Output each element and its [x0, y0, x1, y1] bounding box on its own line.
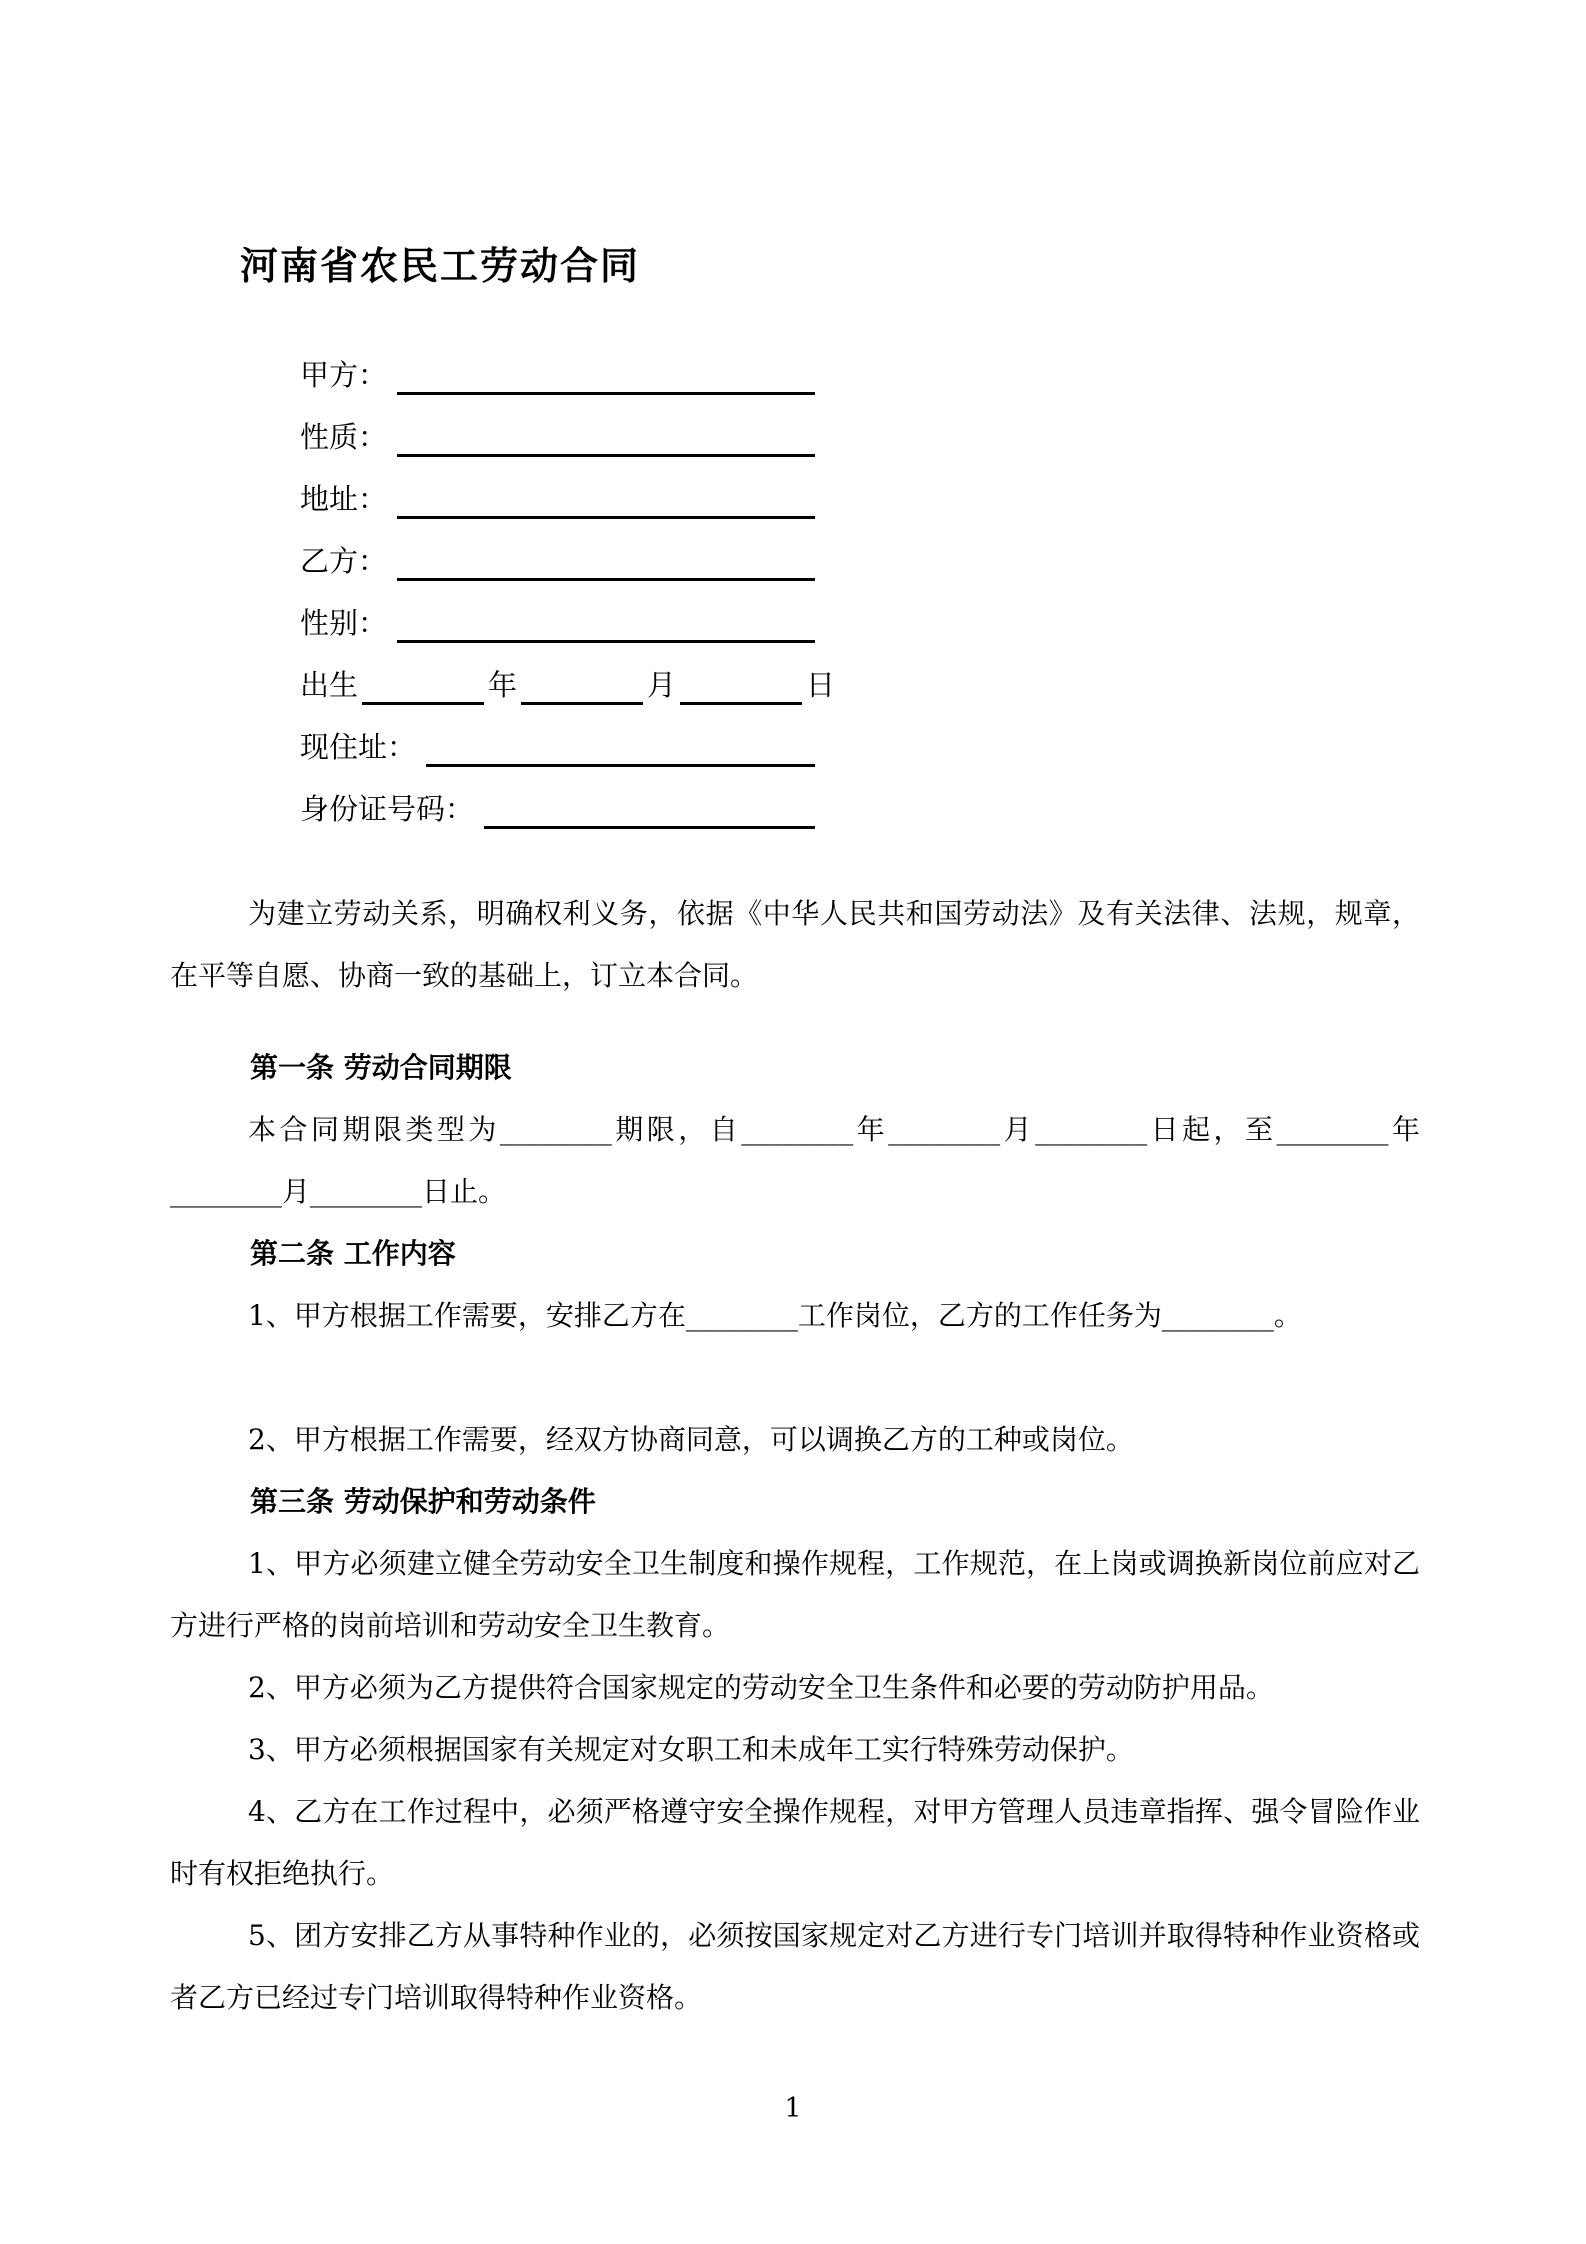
- section-3-item-1: 1、甲方必须建立健全劳动安全卫生制度和操作规程，工作规范，在上岗或调换新岗位前应对乙方进行严格的岗前培训和劳动安全卫生教育。: [170, 1547, 1420, 1642]
- section-1-term-paragraph: 本合同期限类型为________期限，自________年________月________日起，至________年________月________日止。: [170, 1113, 1420, 1208]
- field-row-nature: [300, 395, 815, 457]
- field-row-address: [300, 457, 815, 519]
- field-row-birth: [300, 643, 836, 705]
- page-content: [170, 0, 1420, 2029]
- address-blank[interactable]: [397, 480, 815, 519]
- header-fields-block: [300, 333, 836, 829]
- current-address-label: 现住址：: [300, 730, 417, 764]
- field-row-party-a: [300, 333, 815, 395]
- party-a-label: 甲方：: [300, 358, 388, 392]
- birth-day-blank[interactable]: [680, 666, 802, 705]
- birth-day-unit: 日: [806, 668, 836, 702]
- section-3-item-3: 3、甲方必须根据国家有关规定对女职工和未成年工实行特殊劳动保护。: [248, 1733, 1134, 1766]
- birth-year-blank[interactable]: [362, 666, 484, 705]
- birth-year-unit: 年: [488, 668, 518, 702]
- section-2-item-1: 1、甲方根据工作需要，安排乙方在________工作岗位，乙方的工作任务为________。: [248, 1299, 1302, 1332]
- id-number-blank[interactable]: [484, 790, 815, 829]
- field-row-party-b: [300, 519, 815, 581]
- section-2-heading: 第二条 工作内容: [250, 1237, 456, 1270]
- document-title: 河南省农民工劳动合同: [240, 244, 641, 288]
- section-3-item-4: 4、乙方在工作过程中，必须严格遵守安全操作规程，对甲方管理人员违章指挥、强令冒险作业时有权拒绝执行。: [170, 1795, 1420, 1890]
- contract-body: [170, 883, 1420, 2029]
- section-3-item-5: 5、团方安排乙方从事特种作业的，必须按国家规定对乙方进行专门培训并取得特种作业资格或者乙方已经过专门培训取得特种作业资格。: [170, 1919, 1420, 2014]
- nature-label: 性质：: [300, 420, 388, 454]
- nature-blank[interactable]: [397, 418, 815, 457]
- section-3-heading: 第三条 劳动保护和劳动条件: [250, 1485, 596, 1518]
- id-number-label: 身份证号码：: [300, 792, 475, 826]
- section-2-item-2: 2、甲方根据工作需要，经双方协商同意，可以调换乙方的工种或岗位。: [248, 1423, 1134, 1456]
- intro-paragraph: 为建立劳动关系，明确权利义务，依据《中华人民共和国劳动法》及有关法律、法规，规章，在平等自愿、协商一致的基础上，订立本合同。: [170, 897, 1420, 992]
- party-b-label: 乙方：: [300, 544, 388, 578]
- field-row-current-address: [300, 705, 815, 767]
- section-3-item-2: 2、甲方必须为乙方提供符合国家规定的劳动安全卫生条件和必要的劳动防护用品。: [248, 1671, 1274, 1704]
- party-a-blank[interactable]: [397, 356, 815, 395]
- gender-blank[interactable]: [397, 604, 815, 643]
- address-label: 地址：: [300, 482, 388, 516]
- birth-month-unit: 月: [647, 668, 677, 702]
- gender-label: 性别：: [300, 606, 388, 640]
- page-number: 1: [784, 2093, 802, 2124]
- current-address-blank[interactable]: [426, 728, 815, 767]
- birth-month-blank[interactable]: [521, 666, 643, 705]
- birth-label: 出生: [300, 668, 359, 702]
- section-1-heading: 第一条 劳动合同期限: [250, 1051, 512, 1084]
- field-row-id-number: [300, 767, 815, 829]
- field-row-gender: [300, 581, 815, 643]
- party-b-blank[interactable]: [397, 542, 815, 581]
